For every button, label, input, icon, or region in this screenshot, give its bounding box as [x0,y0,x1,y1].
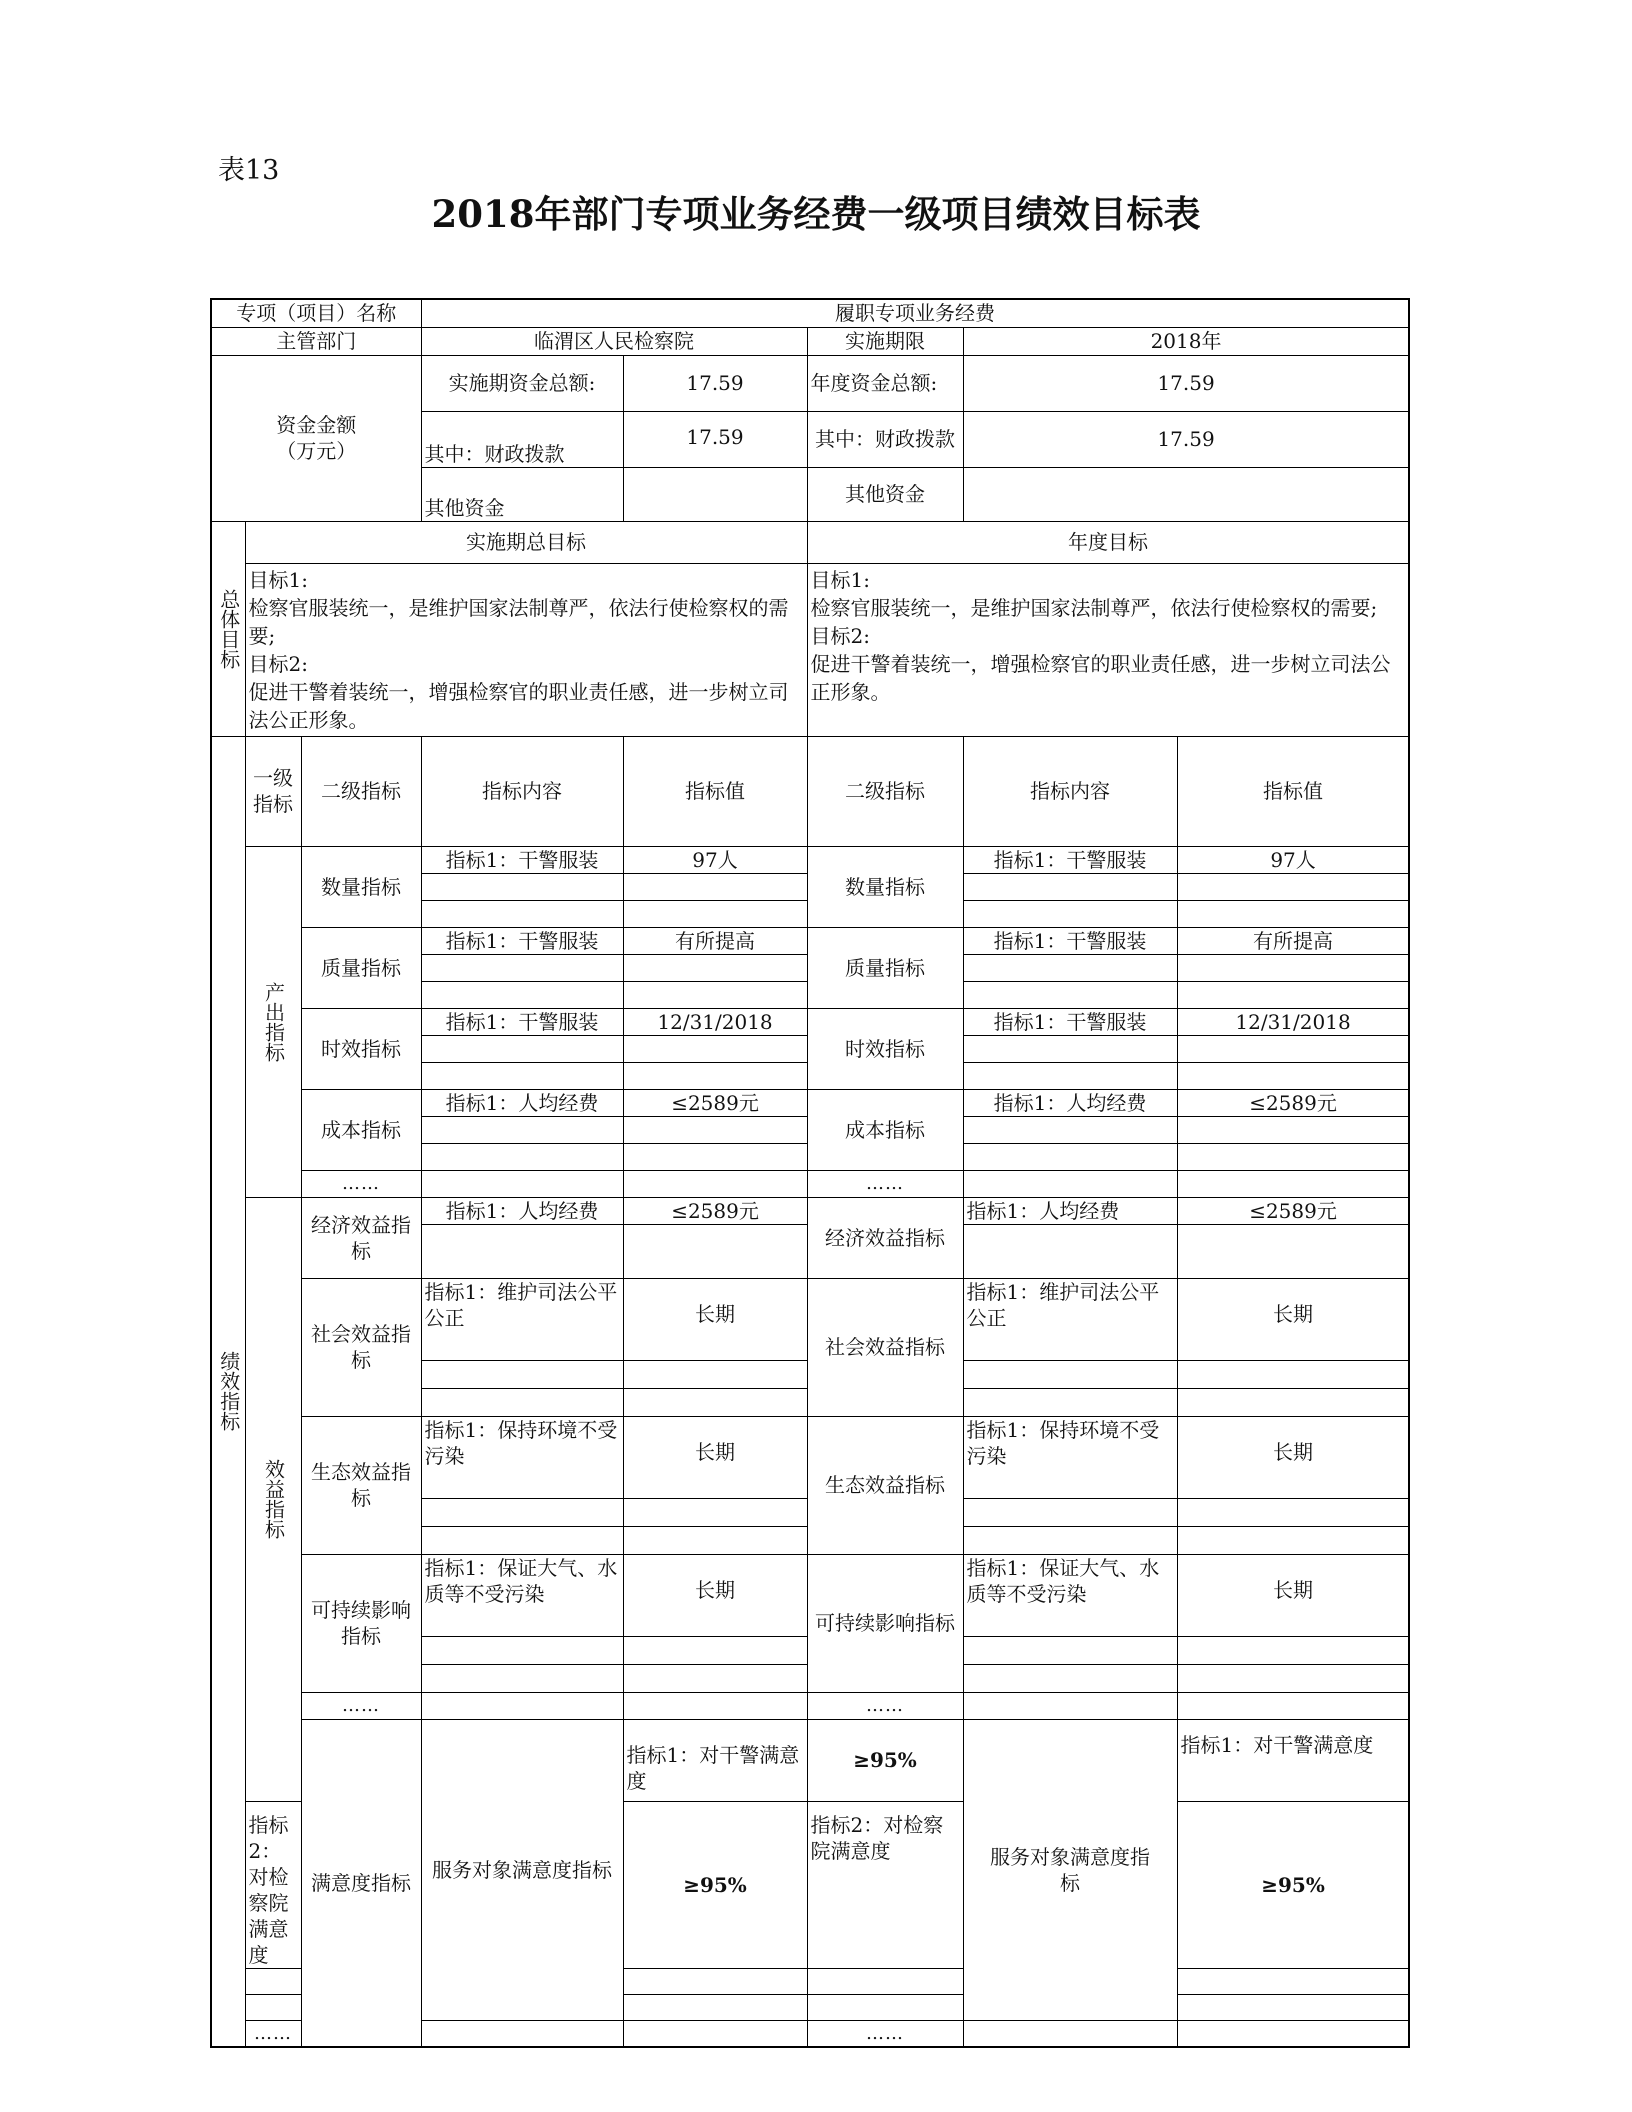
perf-section-label: 绩效指标 [211,736,245,2047]
eco-content: 指标1：保持环境不受污染 [421,1416,623,1498]
funds-annual-other-label: 其他资金 [807,467,963,521]
period-label: 实施期限 [807,327,963,355]
sustain-label-annual: 可持续影响指标 [807,1554,963,1692]
economic-value: ≤2589元 [623,1197,807,1224]
service-c1: 指标1：对干警满意度 [623,1719,807,1801]
sustain-value: 长期 [623,1554,807,1636]
service-c2-annual: 指标2：对检察院满意度 [807,1801,963,1968]
quantity-label: 数量指标 [301,846,421,927]
cost-content-annual: 指标1：人均经费 [963,1089,1177,1116]
sustain-content: 指标1：保证大气、水质等不受污染 [421,1554,623,1636]
economic-label: 经济效益指标 [301,1197,421,1278]
col-level2-annual: 二级指标 [807,736,963,846]
social-content-annual: 指标1：维护司法公平公正 [963,1278,1177,1360]
eco-value-annual: 长期 [1177,1416,1409,1498]
col-level2: 二级指标 [301,736,421,846]
satisfaction-label: 满意度指标 [301,1719,421,2047]
social-value: 长期 [623,1278,807,1360]
cost-label-annual: 成本指标 [807,1089,963,1170]
table-number: 表13 [218,155,280,186]
project-name: 履职专项业务经费 [421,299,1409,327]
social-label: 社会效益指标 [301,1278,421,1416]
eco-content-annual: 指标1：保持环境不受污染 [963,1416,1177,1498]
satisfaction-dots: …… [245,2020,301,2047]
quality-value: 有所提高 [623,927,807,954]
col-content-annual: 指标内容 [963,736,1177,846]
output-dots: …… [301,1170,421,1197]
time-label: 时效指标 [301,1008,421,1089]
quality-label-annual: 质量指标 [807,927,963,1008]
funds-annual-total-label: 年度资金总额: [807,355,963,411]
sustain-label: 可持续影响指标 [301,1554,421,1692]
eco-label: 生态效益指标 [301,1416,421,1554]
goals-impl-text: 目标1: 检察官服装统一，是维护国家法制尊严，依法行使检察权的需要; 目标2: 促进干警着装统一，增强检察官的职业责任感，进一步树立司法公正形象。 [245,563,807,736]
cost-value: ≤2589元 [623,1089,807,1116]
satisfaction-dots-annual: …… [807,2020,963,2047]
service-c2: 指标2：对检察院满意度 [245,1801,301,1968]
service-v1: ≥95% [807,1719,963,1801]
time-label-annual: 时效指标 [807,1008,963,1089]
col-level1: 一级指标 [245,736,301,846]
col-value-annual: 指标值 [1177,736,1409,846]
funds-other [623,467,807,521]
goals-annual-text: 目标1: 检察官服装统一，是维护国家法制尊严，依法行使检察权的需要; 目标2: 促进干警着装统一，增强检察官的职业责任感，进一步树立司法公正形象。 [807,563,1409,736]
dept-label: 主管部门 [211,327,421,355]
time-content: 指标1：干警服装 [421,1008,623,1035]
quantity-value-annual: 97人 [1177,846,1409,873]
funds-annual-fiscal-label: 其中：财政拨款 [807,411,963,467]
social-value-annual: 长期 [1177,1278,1409,1360]
quality-label: 质量指标 [301,927,421,1008]
funds-label: 资金金额 [276,413,357,437]
economic-content-annual: 指标1：人均经费 [963,1197,1177,1224]
dept-value: 临渭区人民检察院 [421,327,807,355]
funds-label-cell [211,355,421,521]
funds-annual-fiscal: 17.59 [963,411,1409,467]
service-c1-annual: 指标1：对干警满意度 [1177,1719,1409,1801]
benefit-dots: …… [301,1692,421,1719]
funds-other-label: 其他资金 [421,467,623,521]
benefit-dots-annual: …… [807,1692,963,1719]
cost-label: 成本指标 [301,1089,421,1170]
goals-annual-header: 年度目标 [807,521,1409,563]
output-label: 产出指标 [245,846,301,1197]
output-dots-annual: …… [807,1170,963,1197]
goals-section-label: 总体目标 [211,521,245,736]
time-value: 12/31/2018 [623,1008,807,1035]
quantity-content-annual: 指标1：干警服装 [963,846,1177,873]
funds-unit: （万元） [276,439,357,463]
economic-content: 指标1：人均经费 [421,1197,623,1224]
sustain-content-annual: 指标1：保证大气、水质等不受污染 [963,1554,1177,1636]
economic-label-annual: 经济效益指标 [807,1197,963,1278]
cost-content: 指标1：人均经费 [421,1089,623,1116]
social-label-annual: 社会效益指标 [807,1278,963,1416]
service-label-annual: 服务对象满意度指标 [963,1719,1177,2020]
funds-total-label: 实施期资金总额: [421,355,623,411]
quality-content-annual: 指标1：干警服装 [963,927,1177,954]
funds-annual-other [963,467,1409,521]
service-v2: ≥95% [623,1801,807,1968]
eco-value: 长期 [623,1416,807,1498]
col-value: 指标值 [623,736,807,846]
quantity-label-annual: 数量指标 [807,846,963,927]
eco-label-annual: 生态效益指标 [807,1416,963,1554]
quality-value-annual: 有所提高 [1177,927,1409,954]
sustain-value-annual: 长期 [1177,1554,1409,1636]
cost-value-annual: ≤2589元 [1177,1089,1409,1116]
quantity-value: 97人 [623,846,807,873]
service-label: 服务对象满意度指标 [421,1719,623,2020]
time-value-annual: 12/31/2018 [1177,1008,1409,1035]
social-content: 指标1：维护司法公平公正 [421,1278,623,1360]
quality-content: 指标1：干警服装 [421,927,623,954]
period-value: 2018年 [963,327,1409,355]
quantity-content: 指标1：干警服装 [421,846,623,873]
service-v2-annual: ≥95% [1177,1801,1409,1968]
time-content-annual: 指标1：干警服装 [963,1008,1177,1035]
page-title: 2018年部门专项业务经费一级项目绩效目标表 [431,192,1201,236]
project-name-label: 专项（项目）名称 [211,299,421,327]
funds-total: 17.59 [623,355,807,411]
funds-fiscal-label: 其中：财政拨款 [421,411,623,467]
performance-table [210,298,1410,2048]
economic-value-annual: ≤2589元 [1177,1197,1409,1224]
col-content: 指标内容 [421,736,623,846]
funds-fiscal: 17.59 [623,411,807,467]
funds-annual-total: 17.59 [963,355,1409,411]
goals-impl-header: 实施期总目标 [245,521,807,563]
benefit-label: 效益指标 [245,1197,301,1801]
